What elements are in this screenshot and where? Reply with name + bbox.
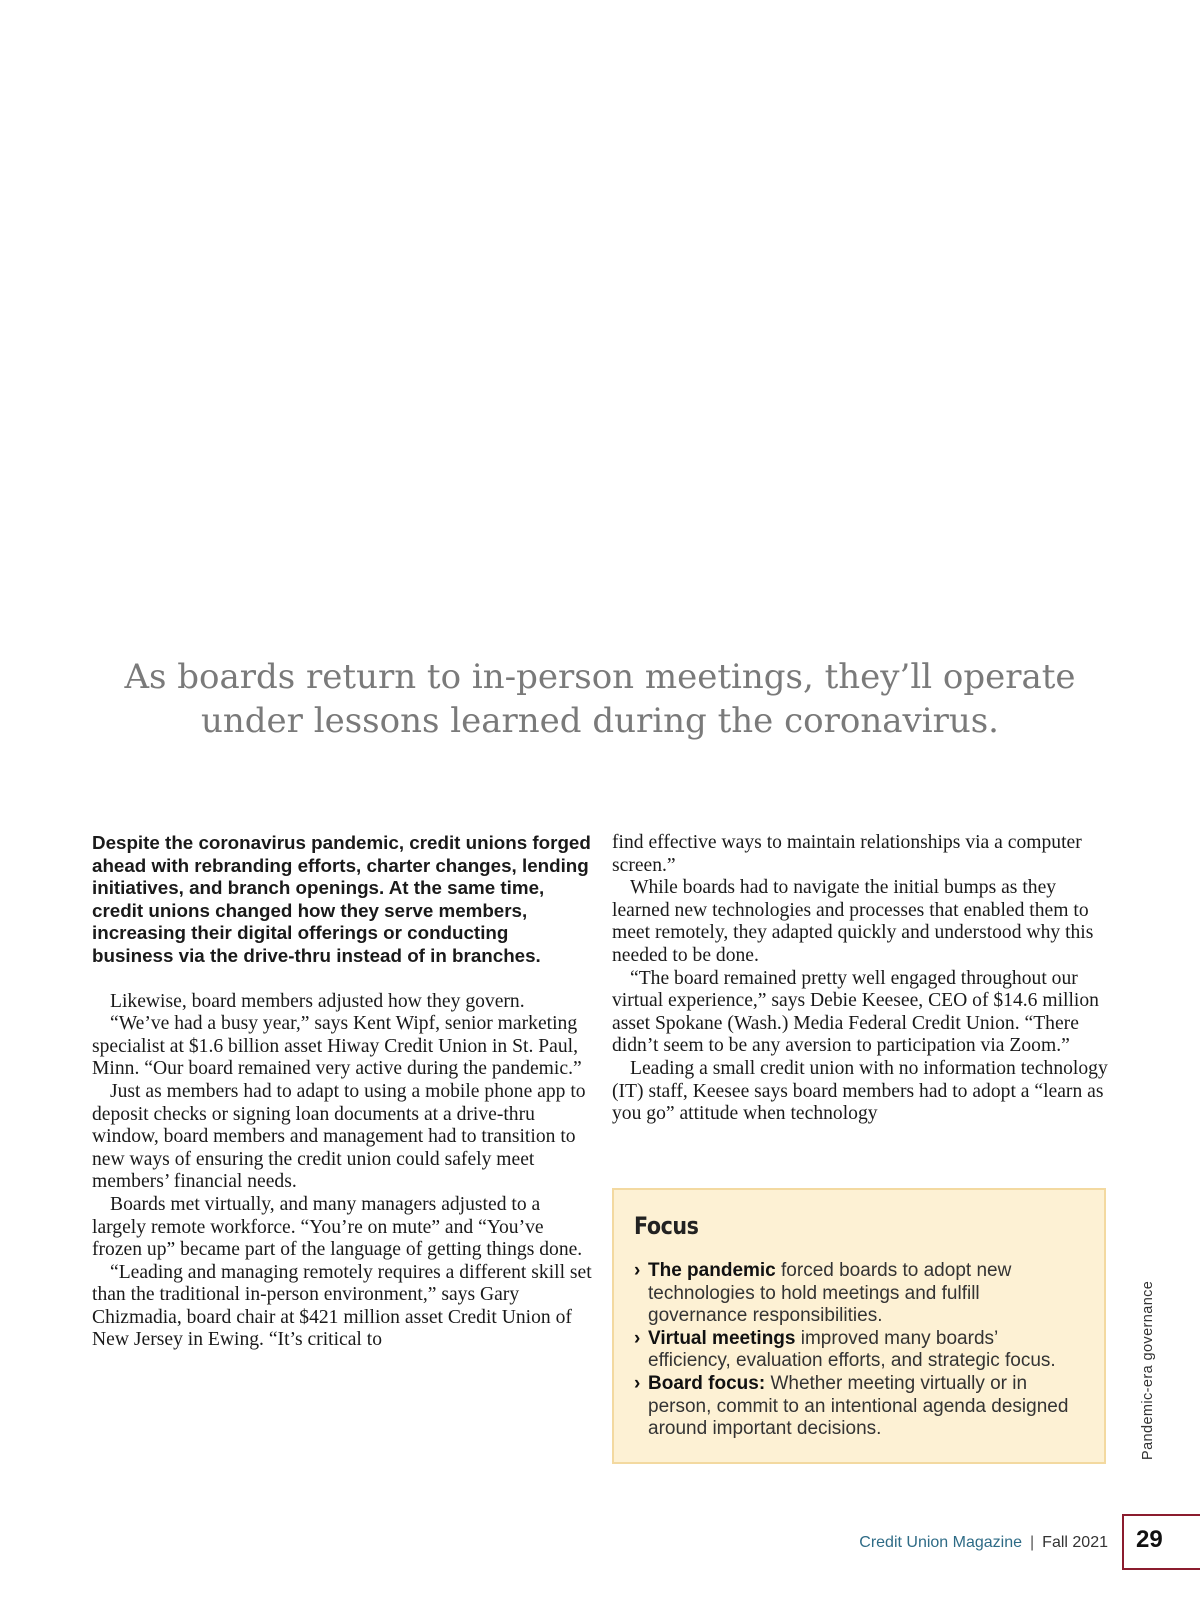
focus-item <box>634 1328 1084 1373</box>
deck-line-2: under lessons learned during the coronavirus. <box>200 701 999 741</box>
body-paragraph: “Leading and managing remotely requires a different skill set than the traditional in-person environment,” says Gary Chizmadia, board chair at $421 million asset Credit Union of New Jersey in Ewing. “It’s critical to <box>92 1261 592 1351</box>
deck-line-1: As boards return to in-person meetings, they’ll operate <box>124 657 1076 697</box>
magazine-name: Credit Union Magazine <box>859 1534 1023 1551</box>
chevron-right-icon: › <box>634 1260 641 1281</box>
body-paragraph: While boards had to navigate the initial bumps as they learned new technologies and processes that enabled them to meet remotely, they adapted quickly and understood why this needed to be done. <box>612 877 1094 966</box>
focus-item-lead: The pandemic <box>648 1260 776 1281</box>
article-lede: Despite the coronavirus pandemic, credit unions forged ahead with rebranding efforts, charter changes, lending initiatives, and branch openings. At the same time, credit unions changed how they serve members, increasing their digital offerings or conducting business via the drive-thru instead of in branches. <box>92 832 591 966</box>
body-paragraph: Leading a small credit union with no information technology (IT) staff, Keesee says board members had to adopt a “learn as you go” attitude when technology <box>612 1057 1108 1125</box>
footer-separator: | <box>1030 1534 1035 1551</box>
focus-item-lead: Board focus: <box>648 1372 766 1394</box>
left-column <box>92 832 592 1352</box>
focus-item-text: improved many boards’ efficiency, evaluation efforts, and strategic focus. <box>648 1327 1056 1372</box>
right-column <box>612 832 1117 1126</box>
body-paragraph-continued: find effective ways to maintain relationships via a computer screen.” <box>612 832 1082 876</box>
chevron-right-icon: › <box>634 1327 641 1349</box>
body-paragraph: “We’ve had a busy year,” says Kent Wipf, senior marketing specialist at $1.6 billion asset Hiway Credit Union in St. Paul, Minn. “Our board remained very active during the pandemic.” <box>92 1013 582 1080</box>
focus-item <box>634 1260 1084 1328</box>
body-paragraph: Likewise, board members adjusted how they govern. <box>110 990 525 1012</box>
focus-item <box>634 1373 1084 1441</box>
body-paragraph: “The board remained pretty well engaged throughout our virtual experience,” says Debie Keesee, CEO of $14.6 million asset Spokane (Wash.) Media Federal Credit Union. “There didn’t seem to be any aversion to participation via Zoom.” <box>612 967 1099 1057</box>
body-paragraph: Boards met virtually, and many managers adjusted to a largely remote workforce. “You’re on mute” and “You’ve frozen up” became part of the language of getting things done. <box>92 1193 583 1261</box>
article-deck <box>120 655 1080 743</box>
focus-item-text: Whether meeting virtually or in person, commit to an intentional agenda designed around important decisions. <box>648 1372 1069 1440</box>
focus-title: Focus <box>634 1212 699 1240</box>
page-number: 29 <box>1136 1526 1163 1553</box>
issue-date: Fall 2021 <box>1042 1534 1108 1551</box>
focus-item-lead: Virtual meetings <box>648 1327 796 1349</box>
body-paragraph: Just as members had to adapt to using a mobile phone app to deposit checks or signing loan documents at a drive-thru window, board members and management had to transition to new ways of ensuring the credit union could safely meet members’ financial needs. <box>92 1080 586 1193</box>
chevron-right-icon: › <box>634 1372 641 1394</box>
section-side-label: Pandemic-era governance <box>1140 1280 1156 1460</box>
page-footer <box>859 1534 1108 1552</box>
focus-item-text: forced boards to adopt new technologies to hold meetings and fulfill governance responsibilities. <box>648 1260 1012 1327</box>
page-number-box <box>1122 1514 1200 1570</box>
focus-sidebar <box>612 1188 1106 1464</box>
